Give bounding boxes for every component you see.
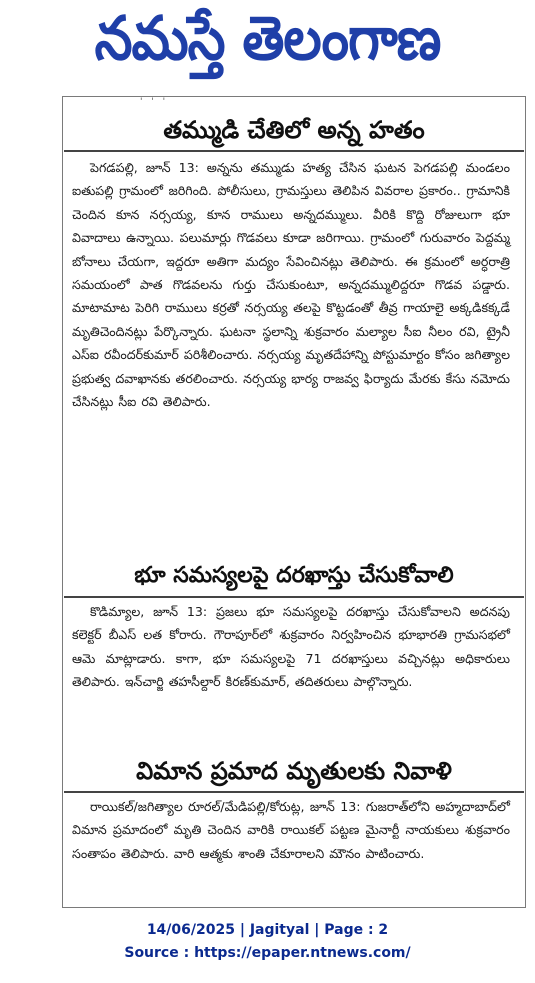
article-1-body: పెగడపల్లి, జూన్ 13: అన్నను తమ్ముడు హత్య చేసిన ఘటన పెగడపల్లి మండలం ఐతుపల్లి గ్రామంలో జరిగింది. పోలీసులు, గ్రామస్తులు తెలిపిన వివరాల ప్రకారం.. గ్రామానికి చెందిన కూన నర్సయ్య, కూన రాములు అన్నదమ్ములు. వీరికి కొద్ది రోజులుగా భూ వివాదాలు ఉన్నాయి. పలుమార్లు గొడవలు కూడా జరిగాయి. గ్రామంలో గురువారం పెద్దమ్మ బోనాలు చేయగా, ఇద్దరూ అతిగా మద్యం సేవించినట్లు తెలిపారు. ఈ క్రమంలో అర్ధరాత్రి సమయంలో పాత గొడవలను గుర్తు చేసుకుంటూ, అన్నదమ్ములిద్దరూ గొడవ పడ్డారు. మాటామాట పెరిగి రాములు కర్రతో నర్సయ్య తలపై కొట్టడంతో తీవ్ర గాయాలై అక్కడికక్కడే మృతిచెందినట్లు పేర్కొన్నారు. ఘటనా స్థలాన్ని శుక్రవారం మల్యాల సీఐ నీలం రవి, ట్రైనీ ఎస్ఐ రవీందర్‌కుమార్ పరిశీలించారు. నర్సయ్య మృతదేహాన్ని పోస్టుమార్టం కోసం జగిత్యాల ప్రభుత్వ దవాఖానకు తరలించారు. నర్సయ్య భార్య రాజవ్వ ఫిర్యాదు మేరకు కేసు నమోదు చేసినట్లు సీఐ రవి తెలిపారు. [72, 160, 511, 410]
article-2-body: కొడిమ్యాల, జూన్ 13: ప్రజలు భూ సమస్యలపై దరఖాస్తు చేసుకోవాలని అదనపు కలెక్టర్ బీఎస్ లత కోరారు. గౌరాపూర్‌లో శుక్రవారం నిర్వహించిన భూభారతి గ్రామసభలో ఆమె మాట్లాడారు. కాగా, భూ సమస్యలపై 71 దరఖాస్తులు వచ్చినట్లు అధికారులు తెలిపారు. ఇన్‌చార్జి తహసీల్దార్ కిరణ్‌కుమార్, తదితరులు పాల్గొన్నారు. [72, 604, 510, 690]
article-1-headline: తమ్ముడి చేతిలో అన్న హతం [163, 116, 425, 144]
footer-source-link[interactable]: Source : https://epaper.ntnews.com/ [124, 945, 411, 961]
article-1-rule [64, 150, 524, 152]
article-3-rule [64, 791, 524, 793]
article-2-headline: భూ సమస్యలపై దరఖాస్తు చేసుకోవాలి [134, 563, 454, 588]
article-3-headline: విమాన ప్రమాద మృతులకు నివాళి [136, 757, 452, 785]
article-2-rule [64, 596, 524, 598]
article-3-body: రాయికల్/జగిత్యాల రూరల్/మేడిపల్లి/కోరుట్ల, జూన్ 13: గుజరాత్‌లోని అహ్మదాబాద్‌లో విమాన ప్రమాదంలో మృతి చెందిన వారికి రాయికల్ పట్టణ మైనార్టీ నాయకులు శుక్రవారం సంతాపం తెలిపారు. వారి ఆత్మకు శాంతి చేకూరాలని మౌనం పాటించారు. [72, 799, 510, 861]
clipping-dots: ' ' ' [140, 97, 169, 107]
masthead-logo [0, 0, 535, 88]
footer-date-edition: 14/06/2025 | Jagityal | Page : 2 [146, 922, 389, 938]
masthead-title: నమస్తే తెలంగాణ [94, 3, 441, 74]
